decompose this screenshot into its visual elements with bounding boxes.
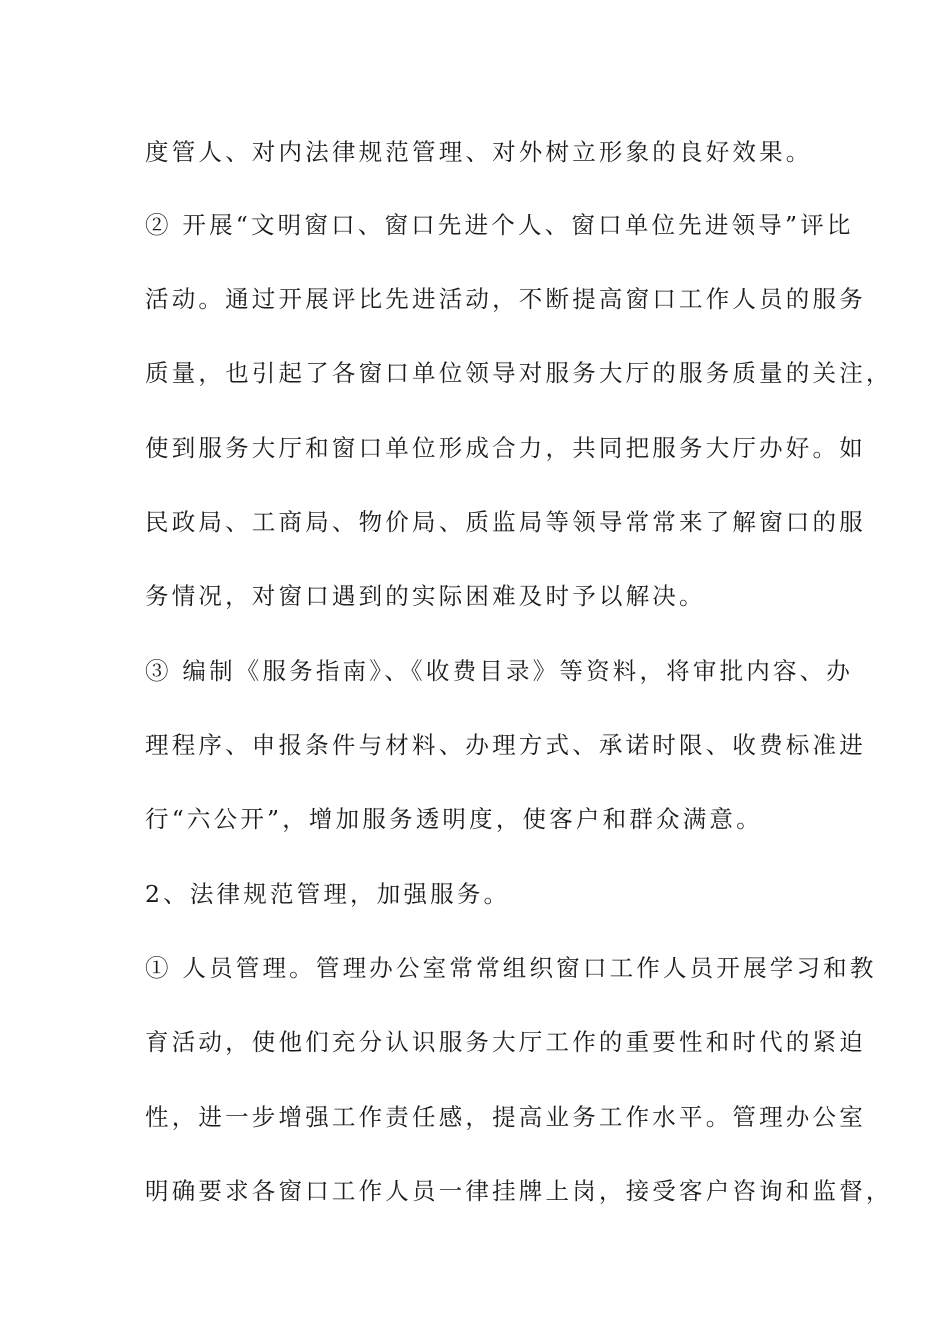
section-heading: 2、法律规范管理，加强服务。 xyxy=(145,880,511,908)
text-line: 行“六公开”，增加服务透明度，使客户和群众满意。 xyxy=(145,805,763,833)
text-line: 度管人、对内法律规范管理、对外树立形象的良好效果。 xyxy=(145,138,813,166)
text-line: ① 人员管理。管理办公室常常组织窗口工作人员开展学习和教 xyxy=(145,954,877,982)
text-line: 活动。通过开展评比先进活动，不断提高窗口工作人员的服务 xyxy=(145,285,866,313)
text-line: 质量，也引起了各窗口单位领导对服务大厅的服务质量的关注， xyxy=(145,359,893,387)
text-line: 使到服务大厅和窗口单位形成合力，共同把服务大厅办好。如 xyxy=(145,434,866,462)
text-line: 育活动，使他们充分认识服务大厅工作的重要性和时代的紧迫 xyxy=(145,1028,866,1056)
text-line: ③ 编制《服务指南》、《收费目录》等资料，将审批内容、办 xyxy=(145,657,854,685)
text-line: 务情况，对窗口遇到的实际困难及时予以解决。 xyxy=(145,582,706,610)
text-line: 明确要求各窗口工作人员一律挂牌上岗，接受客户咨询和监督， xyxy=(145,1177,893,1205)
text-line: ② 开展“文明窗口、窗口先进个人、窗口单位先进领导”评比 xyxy=(145,211,854,239)
text-line: 理程序、申报条件与材料、办理方式、承诺时限、收费标准进 xyxy=(145,731,866,759)
text-line: 性，进一步增强工作责任感，提高业务工作水平。管理办公室 xyxy=(145,1103,866,1131)
text-line: 民政局、工商局、物价局、质监局等领导常常来了解窗口的服 xyxy=(145,508,866,536)
